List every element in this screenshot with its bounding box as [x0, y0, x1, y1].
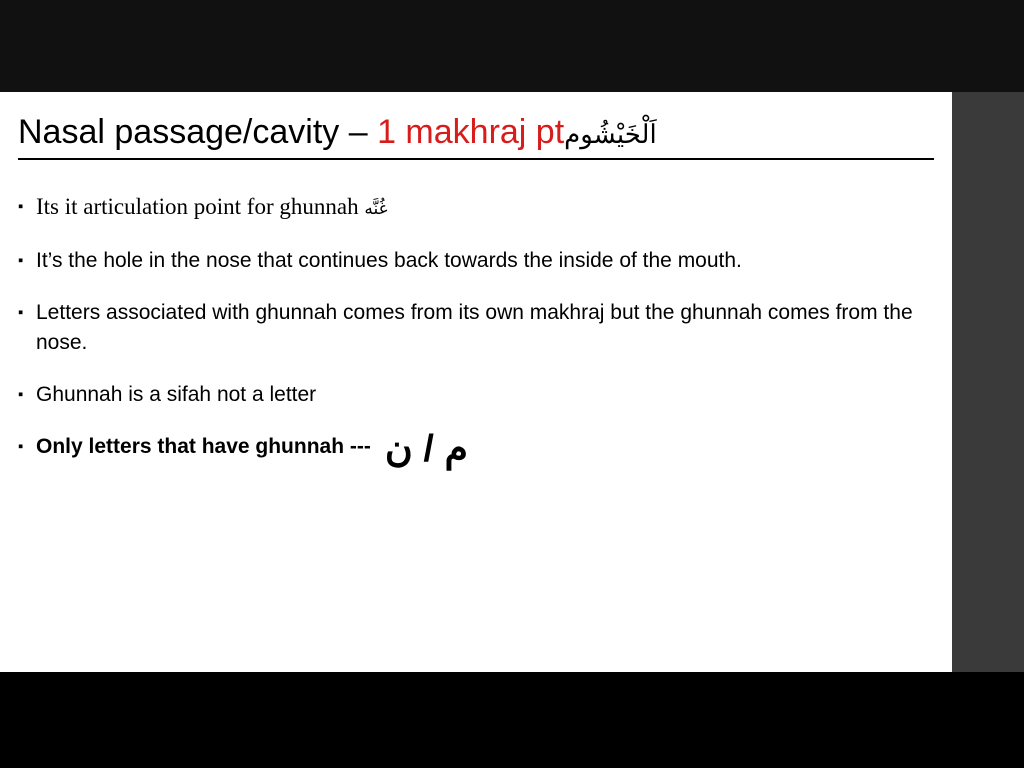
bullet-text	[36, 380, 934, 410]
title-main-text: Nasal passage/cavity –	[18, 113, 378, 151]
bullet-arabic-text: غُنَّه	[364, 199, 388, 218]
title-arabic-text: اَلْخَيْشُوم	[564, 119, 657, 149]
bullet-marker-icon: ▪	[18, 304, 24, 321]
list-item	[18, 298, 934, 358]
list-item	[18, 380, 934, 410]
list-item	[18, 246, 934, 276]
list-item	[18, 192, 934, 224]
bullet-body-text: Its it articulation point for ghunnah	[36, 194, 365, 219]
bullet-marker-icon: ▪	[18, 252, 24, 269]
bullet-text	[36, 298, 934, 358]
bullet-text	[36, 428, 934, 470]
list-item	[18, 428, 934, 470]
letterbox-bottom	[0, 672, 1024, 768]
bullet-arabic-letters: م / ن	[384, 428, 468, 470]
title-highlight-text: 1 makhraj pt	[377, 113, 565, 151]
bullet-marker-icon: ▪	[18, 386, 24, 403]
bullet-body-text: Letters associated with ghunnah comes from its own makhraj but the ghunnah comes from the nose.	[36, 301, 913, 354]
slide-content-area	[0, 92, 952, 672]
bullet-text	[36, 246, 934, 276]
bullet-marker-icon: ▪	[18, 438, 24, 455]
letterbox-top	[0, 0, 1024, 92]
bullet-text	[36, 192, 934, 224]
bullet-list	[18, 192, 934, 486]
bullet-body-text: Ghunnah is a sifah not a letter	[36, 383, 317, 406]
bullet-body-text: It’s the hole in the nose that continues back towards the inside of the mouth.	[36, 249, 742, 272]
slide-title	[18, 110, 934, 160]
bullet-body-text: Only letters that have ghunnah ---	[36, 435, 371, 458]
letterbox-right	[952, 92, 1024, 672]
bullet-marker-icon: ▪	[18, 198, 24, 215]
